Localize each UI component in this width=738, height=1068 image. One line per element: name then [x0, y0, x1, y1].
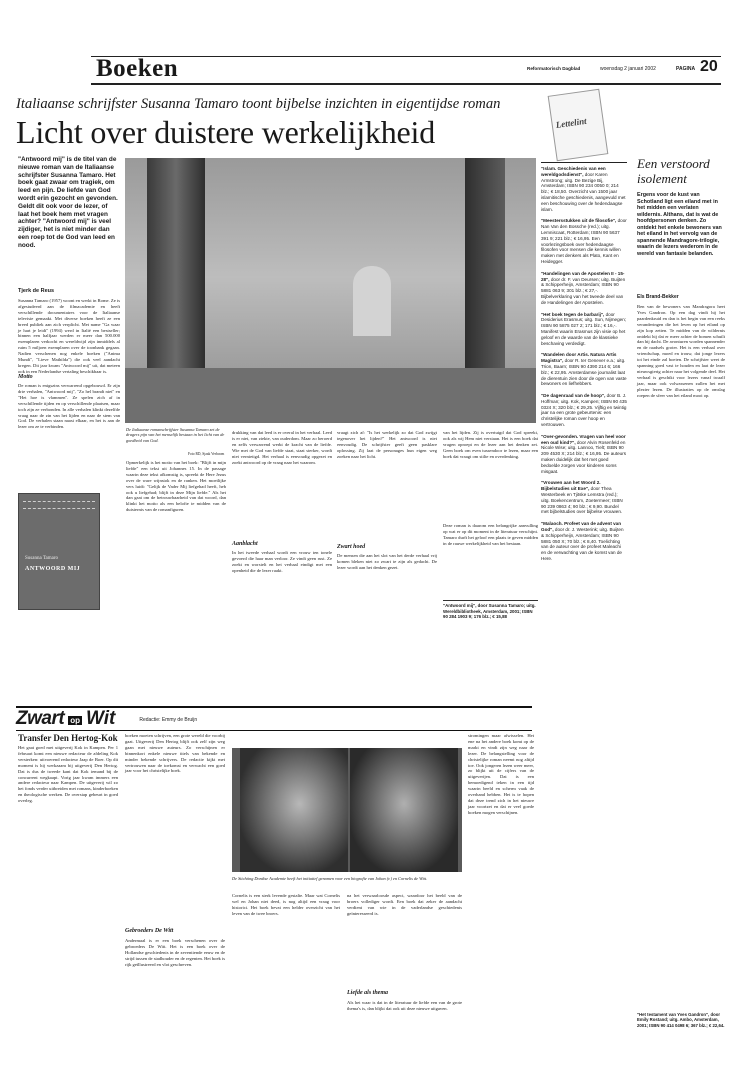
book-list-text: door R. ter Genever e.a.; uitg. Trion, Baarn; ISBN 90 4390 214 6; 166 blz.; € 22,95. Amsterdamse journalist laat de dierentuin zien door de ogen van vaste bewoners en liefhebbers.	[541, 358, 627, 387]
article-lead: "Antwoord mij" is de titel van de nieuwe roman van de Italiaanse schrijfster Susanna Tamaro. Het boek gaat zwaar om tragiek, om leed en pijn. De liefde van God wordt erin gezocht en gevonden. Geldt dit ook voor de lezer, of laat het boek hem met vragen achter? "Antwoord mij" is veel zijdiger, het is niet minder dan een roep tot de God van leed en nood.	[18, 156, 118, 249]
side-article-lead: Ergens voor de kust van Schotland ligt een eiland met in het midden een verlaten wildernis. Althans, dat is wat de hoofdpersonen denken. Zo ontdekt het enkele bewoners van het eiland in het vervolg van de spannende Mandragore-trilogie, waarin de lezers wederom in de wereld van fantasie belanden.	[637, 192, 722, 257]
gazebo	[353, 266, 391, 336]
article-body-col5: vraagt zich af: "Is het werkelijk zo dat God zwijgt tegenover het lijden?" Het antwoord is niet eenvoudig. De schrijfster geeft geen pasklare oplossing. Zij laat de personages hun eigen weg zoeken naar het licht.	[337, 430, 437, 459]
lower-body-col3: Cornelis is een sterk levende gestalte. Maar wat Cornelis wel en Johan niet deed, is nog altijd een vraag voor historici. Het boek bevat een helder overzicht van het leven van de twee broers.	[232, 893, 340, 916]
page-number: 20	[700, 58, 718, 75]
book-list-text: door dr. J. Westerink; uitg. Buijten & Schipperheijn, Amsterdam; ISBN 90 5881 050 X; 70 blz.; € 8,40. Toelichting van de auteur over de profeet Maleachi en de verwachting van de komst van de Here.	[541, 527, 624, 562]
subhead-liefde: Liefde als thema	[347, 990, 388, 996]
portrait-photo	[232, 748, 462, 872]
photo-caption: De Italiaanse romanschrijfster Susanna Tamaro zet de dragers pijn van het menselijk bestaan in het licht van de goedheid van God.	[126, 427, 225, 443]
book-list-title: "Meestersstukken uit de filosofie",	[541, 218, 617, 224]
book-list-title: "Islam. Geschiedenis van een wereldgodsdienst",	[541, 166, 606, 177]
lower-section-title-part1: Zwart	[16, 708, 65, 729]
article-body-intro: Susanna Tamaro (1957) woont en werkt in Rome. Ze is afgestudeerd aan de filmacademie en heeft verschillende documentaires voor de Italiaanse televisie gemaakt. Met diverse boeken heeft ze een breed publiek aan zich verplicht. Met name "Ga waar je hart je leidt" (1994) werd in Italië een bestseller; binnen een halfjaar werden er meer dan 500.000 exemplaren verkocht en wereldwijd zijn inmiddels al ruim 5 miljoen exemplaren over de toonbank gegaan. Nadien verschenen nog enkele boeken ("Anima Mundi", "Lieve Mathilda") die ook veel aandacht kregen. Dit jaar kwam "Antwoord mij" uit, dat meteen ook in een Nederlandse vertaling beschikbaar is.	[18, 298, 120, 374]
book-list-title: "Vrouwen aan het Woord 2. Bijbelstudies uit Exe",	[541, 480, 601, 492]
book-list-item	[541, 480, 627, 515]
ground	[125, 368, 536, 423]
book-list-title: "Het boek tegen de barbarij",	[541, 311, 605, 317]
book-list-item	[541, 162, 627, 212]
side-article-title: Een verstoord isolement	[637, 156, 710, 186]
article-body-col6b: Deze roman is daarom een belangrijke aanvulling op wat er op dit moment in de literatuur verschijnt. Tamaro durft het geloof een plaats te geven midden in de rauwe werkelijkheid van het bestaan.	[443, 523, 538, 546]
book-cover-pattern	[23, 501, 95, 509]
side-article-book-info: "Het testament van Yves Gandron", door Emily Rostand; uitg. Ambo, Amsterdam, 2001; ISBN 90 414 0498 6; 367 blz.; € 22,64.	[637, 1012, 725, 1028]
lower-section-title-op: op	[70, 715, 80, 725]
book-list-item	[541, 434, 627, 475]
page-label: PAGINA	[676, 66, 696, 72]
book-cover-author: Susanna Tamaro	[25, 556, 59, 561]
book-list-title: "Malaoch. Profeet van de advent van God",	[541, 521, 622, 533]
book-list-text: door Nan Van den Bossche (red.); uitg. Lemniscaat, Rotterdam; ISBN 90 5637 391 9; 221 blz.; € 16,95. Een voorlezingsboek over hedendaagse filosofen voor mensen die kennis willen maken met denkers als Plato, Kant en Heidegger.	[541, 218, 627, 264]
lower-body-col5: stromingen maar afwisselen. Het ene na het andere boek komt op de markt en vindt zijn weg naar de lezer. De belangstelling voor de christelijke roman neemt nog altijd toe. Ook jongeren lezen weer meer, zo blijkt uit de cijfers van de uitgeverijen. Dat is een bemoedigend teken in een tijd waarin beeld en scherm vaak de overhand hebben. Het is te hopen dat deze trend zich in het nieuwe jaar voortzet en dat er veel goede boeken mogen verschijnen.	[468, 733, 534, 815]
book-list-item	[541, 312, 627, 347]
book-list-title: "Over-gevonden. Vragen van heel voor een oud kind?",	[541, 433, 626, 445]
side-article-body: Ben van de bewoners van Mandragora heet Yves Gandron. Op een dag vindt hij het paardenkruid en dan is het begin van een reeks veranderingen die het leven op het eiland op zijn kop zetten. Te midden van de wildernis ontdekt hij dat er meer achter de bomen schuilt dan hij dacht. De avonturen worden spannender en de raadsels groter. Het is een verhaal over vriendschap, moed en trouw, dat jonge lezers tot het einde zal boeien. De schrijfster weet de spanning goed vast te houden en laat de lezer nieuwsgierig achter naar het volgende deel. Het verhaal is geschikt voor lezers vanaf twaalf jaar, maar ook volwassenen zullen het met plezier lezen. De illustraties op de omslag roepen de sfeer van het eiland mooi op.	[637, 304, 725, 398]
book-list-item	[541, 218, 627, 264]
article-body-col4: drukking van dat leed is er overal in het verhaal. Leed is er niet, van ziekte, van ouderdom. Maar zo beroerd en zelfs verwarrend werkt de kracht van de liefde. Wie met de God van liefde staat, staat sterker, wordt niet vernietigd. Het verhaal is eenvoudig opgezet en zoekt antwoord op de vraag naar het waarom.	[232, 430, 332, 465]
book-list-title: "Handelingen van de Apostelen II - 15-28",	[541, 270, 625, 282]
article-body-motto: De roman is enigszins verwarrend opgebouwd. Er zijn drie verhalen, "Antwoord mij", "Zo hel brandt niet" en "Het hoe is vlammen". Ze spelen zich af in verschillende tijden en op verschillende plaatsen, maar toch zijn ze verbonden. In alle verhalen klinkt dezelfde vraag naar de zin van het lijden en naar de stem van God. De verhalen staan naast elkaar, en het is aan de lezer om ze te verbinden.	[18, 383, 120, 430]
book-info-box: "Antwoord mij", door Susanna Tamaro; uitg. Wereldbibliotheek, Amsterdam, 2001; ISBN 90 284 1903 9; 176 blz.; € 15,88	[443, 600, 538, 620]
book-cover-title: ANTWOORD MIJ	[25, 566, 81, 572]
book-list-title: "De dagenraad van de hoop",	[541, 393, 606, 399]
book-cover	[18, 493, 100, 610]
book-list-title: "Wandelen door Artis. Natura Artis Magistra",	[541, 352, 617, 364]
lower-article-title: Transfer Den Hertog-Kok	[18, 733, 118, 743]
side-article-author: Els Brand-Bekker	[637, 294, 679, 300]
book-list-item	[541, 521, 627, 562]
article-author: Tjerk de Reus	[18, 288, 55, 294]
redaction-line: Redactie: Emmy de Bruijn	[139, 717, 198, 724]
lettelint-logo-text: Lettelint	[555, 115, 588, 131]
subhead-aanblacht: Aanblacht	[232, 541, 258, 547]
subhead-motto: Motto	[18, 374, 33, 380]
book-list-text: door Desiderius Erasmus; uitg. Sun, Nijmegen; ISBN 90 5875 027 2; 171 blz.; € 16,-. Manifest waarin Erasmus zijn visie op het geloof en de waarde van de klassieke beschaving verdedigt.	[541, 311, 627, 346]
lower-body-col1: Het gaat goed met uitgeverij Kok in Kampen. Per 1 februari komt een nieuwe redacteur de afdeling Kok versterken: uitvoerend redacteur Jaap de Boer. Op dit moment is hij werkzaam bij uitgeverij Den Hertog. Dat is dus de tweede kant dat Kok iemand bij de concurrent wegkaapt. Vorig jaar kwam immers een andere redacteur naar Kampen. De uitgeverij wil zo het fonds verder uitbreiden met romans, kinderboeken en theologische werken. De overstap gebeurt in goed overleg.	[18, 745, 118, 804]
article-headline: Licht over duistere werkelijkheid	[16, 114, 436, 150]
article-body-col4b: In het tweede verhaal wordt een vrouw ten tonele gevoerd die haar man verloor. Ze vindt geen rust. Ze zoekt en worstelt en het verhaal eindigt met een openheid die de lezer raakt.	[232, 550, 332, 573]
article-kicker: Italiaanse schrijfster Susanna Tamaro toont bijbelse inzichten in eigentijdse roman	[16, 96, 501, 112]
section-title: Boeken	[96, 55, 179, 82]
book-list-text: door B. J. Hoffman; uitg. Kok, Kampen; ISBN 90 435 0324 X; 320 blz.; € 29,25. Vijftig en twintig jaar na een grote gebeurtenis: een christelijke roman over hoop en vertrouwen.	[541, 393, 627, 428]
lower-section-title-part2: Wit	[85, 708, 116, 729]
article-body-col3: Opmerkelijk is het motto van het boek: "Blijft in mijn liefde" een tekst uit Johannes 15. In de passage waarin deze tekst afkomstig is, spreekt de Here Jezus over de ware wijnstok en de ranken. Het moeilijke vers luidt: "Gelijk de Vader Mij liefgehad heeft, heb ook u liefgehad; blijft in deze Mijn liefde." Als het dan gaat om de betrouwbaarheid van dat woord, dan klinkt het motto als een belofte te midden van de duisternis van de romanfiguren.	[126, 460, 226, 513]
book-list-item	[541, 271, 627, 306]
book-list-item	[541, 352, 627, 387]
portrait-caption: De Stichting Dordtse Academie heeft het initiatief genomen voor een biografie van Johan (r.) en Cornelis de Witt.	[232, 876, 428, 881]
lower-body-col4b: Als het waar is dat in de literatuur de liefde een van de grote thema's is, dan blijkt dat ook uit deze nieuwe uitgaven.	[347, 1000, 462, 1011]
photo-credit: Foto RD, Sjaak Verboom	[188, 452, 225, 456]
subhead-gebroeders: Gebroeders De Witt	[125, 928, 174, 934]
portrait-left	[240, 748, 348, 872]
book-list	[541, 162, 627, 1067]
article-body-col5b: De mensen die aan het slot van het derde verhaal vrij komen bleken niet zo zwart te zijn als gedacht. De lezer wordt aan het denken gezet.	[337, 553, 437, 570]
lower-body-col2: boeken moeten schrijven, een grote wereld die voorbij gaat. Uitgeverij Den Hertog blijft ook zelf zijn weg gaan met nieuwe auteurs. Zo verschijnen er binnenkort enkele nieuwe titels van bekende en minder bekende schrijvers. De redactie kijkt met vertrouwen naar de toekomst en verwacht een goed jaar voor het christelijke boek.	[125, 733, 226, 774]
book-list-text: door Thea Westerbeek en Tjitske Lemstra (red.); uitg. Boekencentrum, Zoetermeer; ISBN 90 239 0863 4; 90 blz.; € 9,90. Bundel met bijbelstudies over bijbelse vrouwen.	[541, 486, 623, 515]
lower-body-col2b: Andermaal is er een boek verschenen over de gebroeders De Witt. Het is een boek over de Hollandse geschiedenis in de zeventiende eeuw en de strijd tussen de stadhouder en de regenten. Het boek is rijk geïllustreerd en vlot geschreven.	[125, 938, 226, 967]
subhead-zwart-hoed: Zwart hoed	[337, 544, 366, 550]
issue-date: woensdag 2 januari 2002	[600, 66, 656, 72]
book-list-item	[541, 393, 627, 428]
portrait-right	[350, 748, 458, 872]
lower-section-header	[16, 706, 532, 731]
newspaper-name: Reformatorisch Dagblad	[527, 66, 581, 71]
book-list-text: door Alvin Rosenfeld en Nicole Wise; uitg. Lannoo, Tielt; ISBN 90 209 4530 X; 214 blz.; € 16,95. De auteurs maken duidelijk dat het met goed bedoelde zorgen voor kinderen soms misgaat.	[541, 439, 627, 474]
article-photo	[125, 158, 536, 423]
lettelint-logo	[548, 89, 609, 162]
book-list-text: door Karen Armstrong; uitg. De Bezige Bij, Amsterdam; ISBN 90 234 0050 0; 214 blz.; € 18,50. Overzicht van 1500 jaar islamitische geschiedenis, aangevuld met een beschouwing over de hedendaagse islam.	[541, 171, 626, 212]
lower-body-col4: na het verwaarloosde aspect, waardoor het beeld van de broers vollediger wordt. Een boek dat zeker de aandacht verdient van wie in de vaderlandse geschiedenis geïnteresseerd is.	[347, 893, 462, 916]
book-list-text: door dr. F. van Deursen; uitg. Buijten & Schipperheijn, Amsterdam; ISBN 90 5881 063 9; 301 blz.; € 27,-. Bijbelverklaring van het tweede deel van de Handelingen der Apostelen.	[541, 276, 626, 305]
article-body-col6: van het lijden. Zij is overtuigd dat God spreekt, ook als wij Hem niet verstaan. Het is een boek dat vragen oproept en de lezer aan het denken zet. Geen boek om even tussendoor te lezen, maar een boek dat vraagt om stilte en overdenking.	[443, 430, 538, 459]
